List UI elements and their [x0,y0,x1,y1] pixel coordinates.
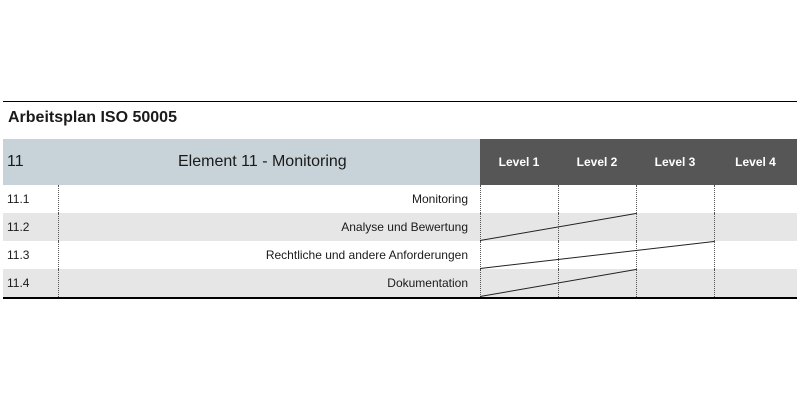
level-cell [480,185,558,213]
level-cell [714,213,797,241]
level-cell [558,213,636,241]
requirement-rows [3,185,797,297]
level-cell [636,241,714,269]
level-cell [558,269,636,297]
level-cell [636,269,714,297]
level-cell [480,269,558,297]
level-cell [714,241,797,269]
level-cell [714,269,797,297]
plan-title: Arbeitsplan ISO 50005 [8,109,177,126]
level-cell [636,213,714,241]
level-1-header: Level 1 [480,139,558,185]
row-id: 11.2 [3,213,59,241]
level-cell [636,185,714,213]
level-cell [480,241,558,269]
row-id: 11.1 [3,185,59,213]
level-cell [558,185,636,213]
level-cell [558,241,636,269]
row-id: 11.4 [3,269,59,297]
level-cell [480,213,558,241]
table-row [3,241,797,269]
row-name: Dokumentation [387,276,468,290]
work-plan-table [3,101,797,299]
element-header [3,139,797,185]
row-name: Rechtliche und andere Anforderungen [265,248,468,262]
table-row [3,269,797,297]
level-cell [714,185,797,213]
level-4-header: Level 4 [714,139,797,185]
row-name: Monitoring [411,192,468,206]
bottom-rule [3,297,797,299]
row-id: 11.3 [3,241,59,269]
element-title: Element 11 - Monitoring [59,139,480,185]
table-row [3,213,797,241]
row-name: Analyse und Bewertung [341,220,468,234]
table-row [3,185,797,213]
element-id: 11 [3,139,59,185]
level-2-header: Level 2 [558,139,636,185]
level-3-header: Level 3 [636,139,714,185]
